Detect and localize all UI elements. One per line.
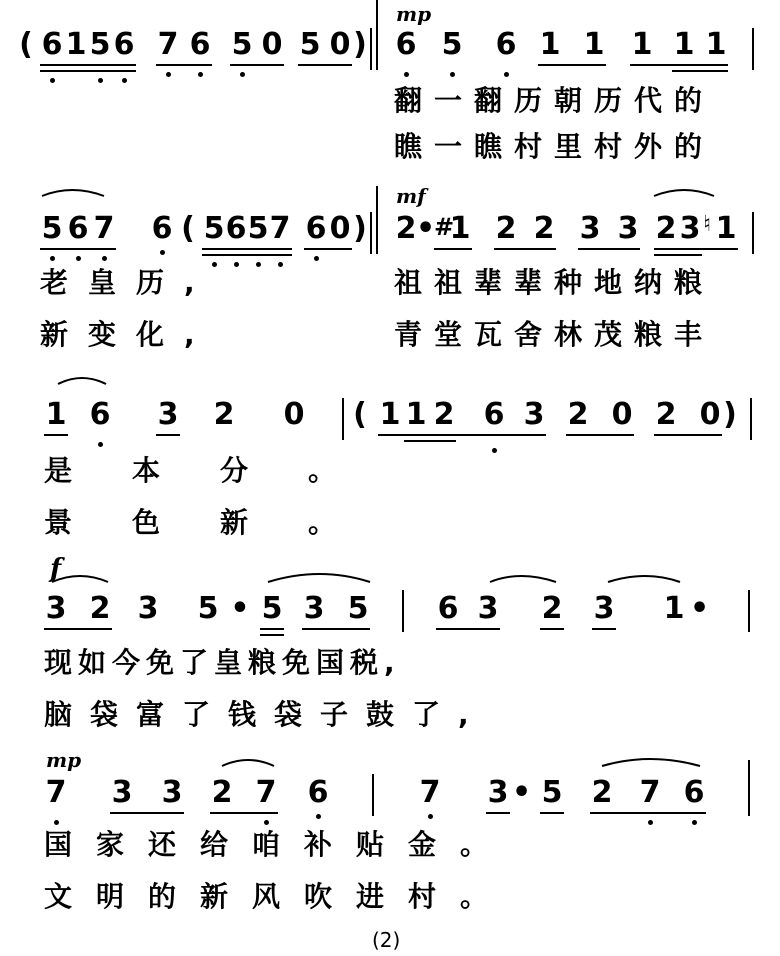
dynamic-mark: mp [46,748,82,772]
note: ) [353,211,367,246]
note: 0 [329,27,351,62]
note: ( [353,397,367,432]
note: • [690,591,710,626]
note: 2 [655,397,677,432]
note: 3 [617,211,639,246]
note: 2 [495,211,517,246]
note: • [416,211,436,246]
note: 6 [151,211,173,246]
note: 5 [261,591,283,626]
slur [222,760,274,766]
dynamic-mark: mp [396,2,432,26]
note: 7 [269,211,291,246]
note: 1 [379,397,401,432]
note: ♮ [703,212,711,237]
slur [42,190,104,196]
note: ( [181,211,195,246]
slur [52,576,108,582]
note: 2 [655,211,677,246]
note: 6 [305,211,327,246]
slur [654,190,714,196]
note: 6 [41,27,63,62]
note: 1 [449,211,471,246]
note: 2 [213,397,235,432]
note: 0 [261,27,283,62]
note: 7 [639,775,661,810]
note: 2 [433,397,455,432]
page-number: (2) [372,928,401,952]
note: # [434,213,455,241]
note: 1 [65,27,87,62]
note: 6 [483,397,505,432]
note: 6 [189,27,211,62]
note: 2 [211,775,233,810]
slur [602,759,700,766]
note: 1 [405,397,427,432]
lyric-line: 老皇历, [40,266,215,299]
note: 5 [347,591,369,626]
note: 5 [231,27,253,62]
note: 3 [593,591,615,626]
lyric-line: 新变化, [40,318,215,351]
note: 1 [45,397,67,432]
note: 1 [715,211,737,246]
note: 1 [705,27,727,62]
note: 3 [45,591,67,626]
note: 3 [679,211,701,246]
note: ( [19,27,33,62]
note: 5 [441,27,463,62]
note: 7 [255,775,277,810]
note: 3 [137,591,159,626]
note: 6 [683,775,705,810]
note: 5 [299,27,321,62]
note: 2 [395,211,417,246]
note: 2 [567,397,589,432]
lyric-line: 瞧一瞧村里村外的 [394,130,715,163]
note: 3 [523,397,545,432]
note: 5 [541,775,563,810]
note: 6 [437,591,459,626]
note: 6 [113,27,135,62]
lyric-line: 现如今免了皇粮免国税, [44,646,401,679]
note: 0 [329,211,351,246]
note: 7 [45,775,67,810]
note: • [230,591,250,626]
note: 1 [663,591,685,626]
note: 2 [591,775,613,810]
lyric-line: 景色新。 [44,506,397,539]
note: 3 [477,591,499,626]
note: 7 [419,775,441,810]
note: 0 [611,397,633,432]
note: 0 [699,397,721,432]
lyric-line: 国家还给咱补贴金。 [44,828,513,861]
note: • [512,775,532,810]
lyric-line: 文明的新风吹进村。 [44,880,513,913]
slur [58,378,106,384]
note: 1 [631,27,653,62]
note: 3 [161,775,183,810]
note: 7 [157,27,179,62]
slur [268,574,370,582]
note: 0 [283,397,305,432]
note: 6 [395,27,417,62]
note: 7 [93,211,115,246]
note: 6 [67,211,89,246]
note: 2 [533,211,555,246]
note: 5 [197,591,219,626]
note: 6 [495,27,517,62]
slur [490,576,556,582]
dynamic-mark: f [50,554,62,584]
lyric-line: 青堂瓦舍林茂粮丰 [394,318,715,351]
note: 2 [89,591,111,626]
note: 3 [157,397,179,432]
note: 1 [583,27,605,62]
note: 1 [673,27,695,62]
note: 3 [487,775,509,810]
note: 5 [41,211,63,246]
dynamic-mark: mf [396,184,426,208]
note: 3 [579,211,601,246]
note: ) [723,397,737,432]
note: 6 [89,397,111,432]
note: 3 [111,775,133,810]
note: 1 [539,27,561,62]
note: 3 [303,591,325,626]
lyric-line: 脑袋富了钱袋子鼓了, [44,698,487,731]
slur [608,576,680,582]
note: 5 [203,211,225,246]
note: 5 [89,27,111,62]
note: 5 [247,211,269,246]
lyric-line: 是本分。 [44,454,397,487]
note: 6 [225,211,247,246]
note: 2 [541,591,563,626]
note: ) [353,27,367,62]
lyric-line: 祖祖辈辈种地纳粮 [394,266,715,299]
lyric-line: 翻一翻历朝历代的 [394,84,715,117]
note: 6 [307,775,329,810]
